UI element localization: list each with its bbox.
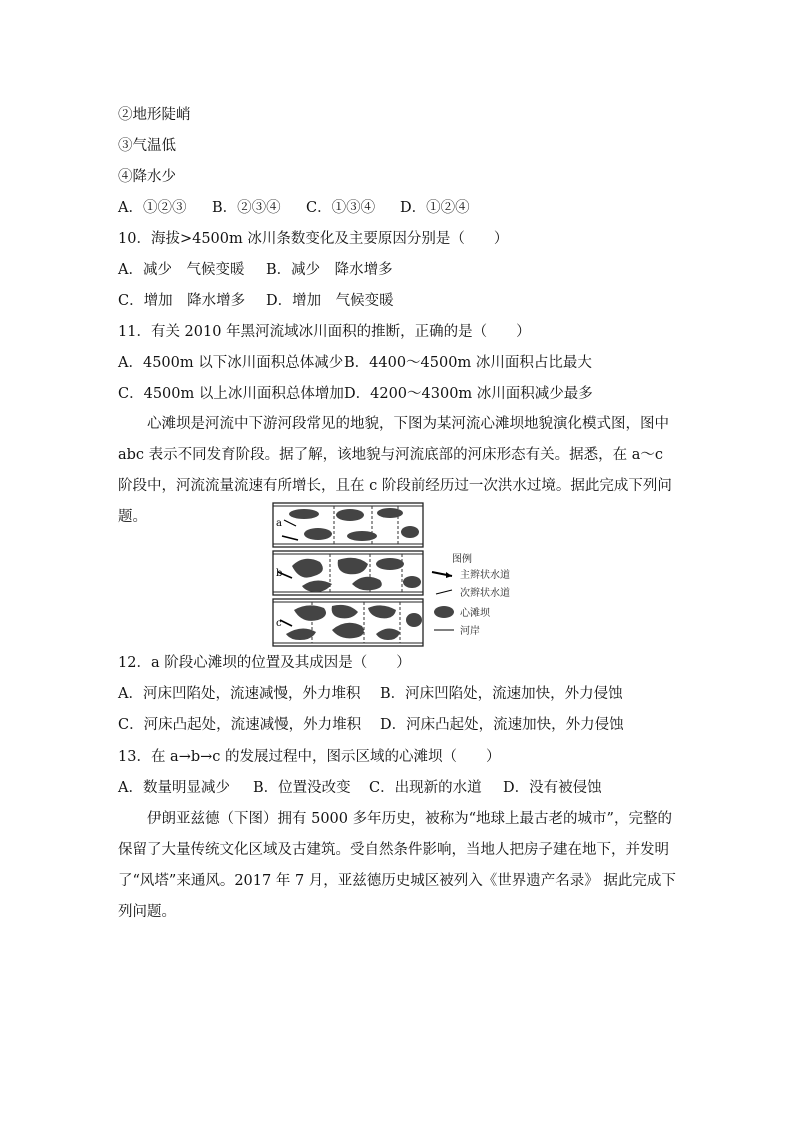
sandbar-evolution-diagram (272, 502, 522, 648)
legend-main-channel (432, 568, 510, 581)
stage-label-a: a (276, 518, 282, 529)
q9-option-c[interactable]: C．①③④ (306, 200, 376, 216)
q11-stem: 11．有关 2010 年黑河流域冰川面积的推断，正确的是（ ） (118, 324, 531, 340)
legend-sandbar-label: 心滩坝 (460, 608, 490, 619)
passage-2: 伊朗亚兹德（下图）拥有 5000 多年历史，被称为“地球上最古老的城市”，完整的保留了大量传统文化区域及古建筑。受自然条件影响，当地人把房子建在地下，并发明了“风塔”来通风。2017 年 7 月，亚兹德历史城区被列入《世界遗产名录》 据此完成下列问题。 (118, 811, 676, 920)
legend-title: 图例 (452, 554, 472, 565)
q9-option-b[interactable]: B．②③④ (212, 200, 281, 216)
item-4: ④降水少 (118, 169, 176, 185)
q13-options (118, 778, 602, 798)
q10-stem: 10．海拔>4500m 冰川条数变化及主要原因分别是（ ） (118, 231, 509, 247)
item-2: ②地形陡峭 (118, 107, 191, 123)
stage-a-panel (273, 503, 423, 547)
q10-option-d[interactable]: D．增加 气候变暖 (266, 293, 394, 309)
legend-sandbar (434, 606, 491, 619)
q12-option-d[interactable]: D．河床凸起处，流速加快，外力侵蚀 (380, 717, 624, 733)
stage-label-c: c (276, 618, 282, 629)
q11-option-d[interactable]: D．4200～4300m 冰川面积减少最多 (344, 386, 593, 402)
legend-bank-label: 河岸 (460, 626, 480, 637)
sandbar-evolution-figure (272, 502, 522, 648)
q12-option-c[interactable]: C．河床凸起处，流速减慢，外力堆积 (118, 717, 362, 733)
legend-secondary-channel-label: 次辫状水道 (460, 588, 510, 599)
q13-option-d[interactable]: D．没有被侵蚀 (503, 780, 602, 796)
q11-option-c[interactable]: C．4500m 以上冰川面积总体增加 (118, 386, 344, 402)
q11-option-b[interactable]: B．4400～4500m 冰川面积占比最大 (344, 355, 592, 371)
q12-options-row2 (118, 715, 624, 735)
stage-b-panel (273, 551, 423, 595)
q12-option-a[interactable]: A．河床凹陷处，流速减慢，外力堆积 (118, 686, 361, 702)
q12-option-b[interactable]: B．河床凹陷处，流速加快，外力侵蚀 (380, 686, 623, 702)
legend-secondary-channel (436, 586, 510, 599)
q10-options-row1 (118, 260, 393, 280)
q13-option-c[interactable]: C．出现新的水道 (369, 780, 482, 796)
q13-option-b[interactable]: B．位置没改变 (253, 780, 351, 796)
stage-label-b: b (276, 568, 283, 579)
q10-option-c[interactable]: C．增加 降水增多 (118, 293, 246, 309)
item-3: ③气温低 (118, 138, 176, 154)
q12-stem: 12．a 阶段心滩坝的位置及其成因是（ ） (118, 655, 411, 671)
q13-stem: 13．在 a→b→c 的发展过程中，图示区域的心滩坝（ ） (118, 749, 501, 765)
q11-options-row1 (118, 353, 592, 373)
q10-option-a[interactable]: A．减少 气候变暖 (118, 262, 245, 278)
q13-option-a[interactable]: A．数量明显减少 (118, 780, 230, 796)
stage-c-panel (273, 599, 423, 646)
legend-main-channel-label: 主辫状水道 (460, 570, 510, 581)
q11-option-a[interactable]: A．4500m 以下冰川面积总体减少 (118, 355, 344, 371)
q12-options-row1 (118, 684, 623, 704)
legend-bank (434, 624, 480, 637)
q10-options-row2 (118, 291, 394, 311)
q9-options (118, 198, 470, 218)
q9-option-d[interactable]: D．①②④ (400, 200, 470, 216)
q10-option-b[interactable]: B．减少 降水增多 (266, 262, 393, 278)
q9-option-a[interactable]: A．①②③ (118, 200, 187, 216)
passage-1: 心滩坝是河流中下游河段常见的地貌，下图为某河流心滩坝地貌演化模式图，图中 abc 表示不同发育阶段。据了解，该地貌与河流底部的河床形态有关。据悉，在 a～c 阶段中，河流流量流速有所增长，且在 c 阶段前经历过一次洪水过境。据此完成下列问题。 (118, 416, 672, 525)
q11-options-row2 (118, 384, 593, 404)
